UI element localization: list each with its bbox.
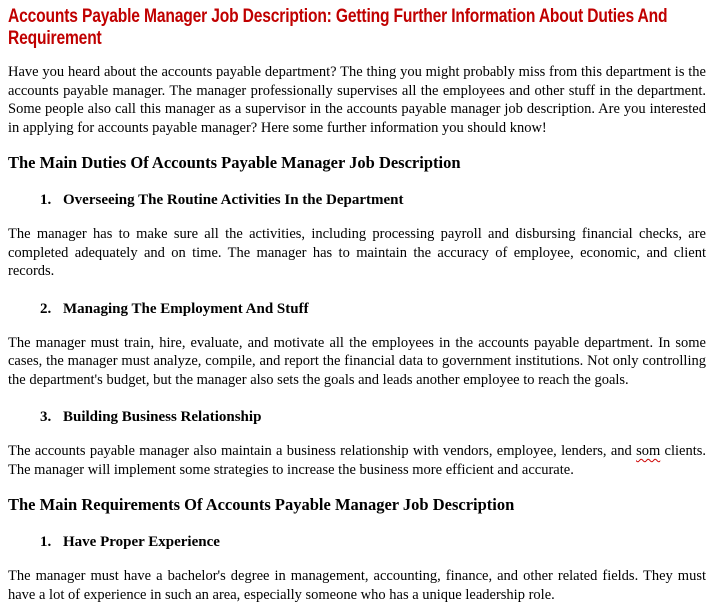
misspelled-word: som — [636, 443, 661, 459]
duty-item-1-paragraph: The manager has to make sure all the activities, including processing payroll and disbursing financial checks, are completed adequately and on time. The manager has to maintain the accuracy of employee, economic, and client records. — [8, 226, 706, 279]
list-item-title: Overseeing The Routine Activities In the Department — [63, 192, 404, 208]
requirement-item-1-paragraph: The manager must have a bachelor's degree in management, accounting, finance, and other related fields. They must have a lot of experience in such an area, especially someone who has a unique leadership role. — [8, 568, 706, 603]
duty-item-2-heading — [8, 301, 706, 318]
paragraph-text-before: The accounts payable manager also maintain a business relationship with vendors, employee, lenders, and — [8, 443, 637, 459]
duty-item-3-paragraph — [8, 442, 706, 479]
section-heading-duties: The Main Duties Of Accounts Payable Manager Job Description — [8, 153, 461, 172]
duty-item-1-heading — [8, 192, 706, 209]
list-item-number: 2. — [40, 300, 52, 317]
section-heading-requirements: The Main Requirements Of Accounts Payable Manager Job Description — [8, 495, 515, 514]
requirement-item-1-heading — [8, 534, 706, 551]
list-item-title: Building Business Relationship — [63, 409, 262, 425]
list-item-title: Managing The Employment And Stuff — [63, 300, 309, 317]
intro-paragraph: Have you heard about the accounts payable department? The thing you might probably miss from this department is the accounts payable manager. The manager professionally supervises all the employees and other stuff in the department. Some people also call this manager as a supervisor in the accounts payable manager job description. Are you interested in applying for accounts payable manager? Here some further information you should know! — [8, 64, 706, 136]
list-item-number: 1. — [40, 192, 52, 208]
list-item-title: Have Proper Experience — [63, 534, 220, 550]
duty-item-2-paragraph: The manager must train, hire, evaluate, and motivate all the employees in the accounts payable department. In some cases, the manager must analyze, compile, and report the financial data to government institutions. Not only controlling the department's budget, but the manager also sets the goals and leads another employee to reach the goals. — [8, 334, 706, 388]
list-item-number: 3. — [40, 409, 52, 425]
page-title: Accounts Payable Manager Job Description: Getting Further Information About Duties And Requirement — [8, 5, 668, 49]
duty-item-3-heading — [8, 409, 706, 426]
paragraph-text-after: clients. The manager will implement some strategies to increase the business more efficient and accurate. — [8, 443, 706, 478]
list-item-number: 1. — [40, 534, 52, 550]
